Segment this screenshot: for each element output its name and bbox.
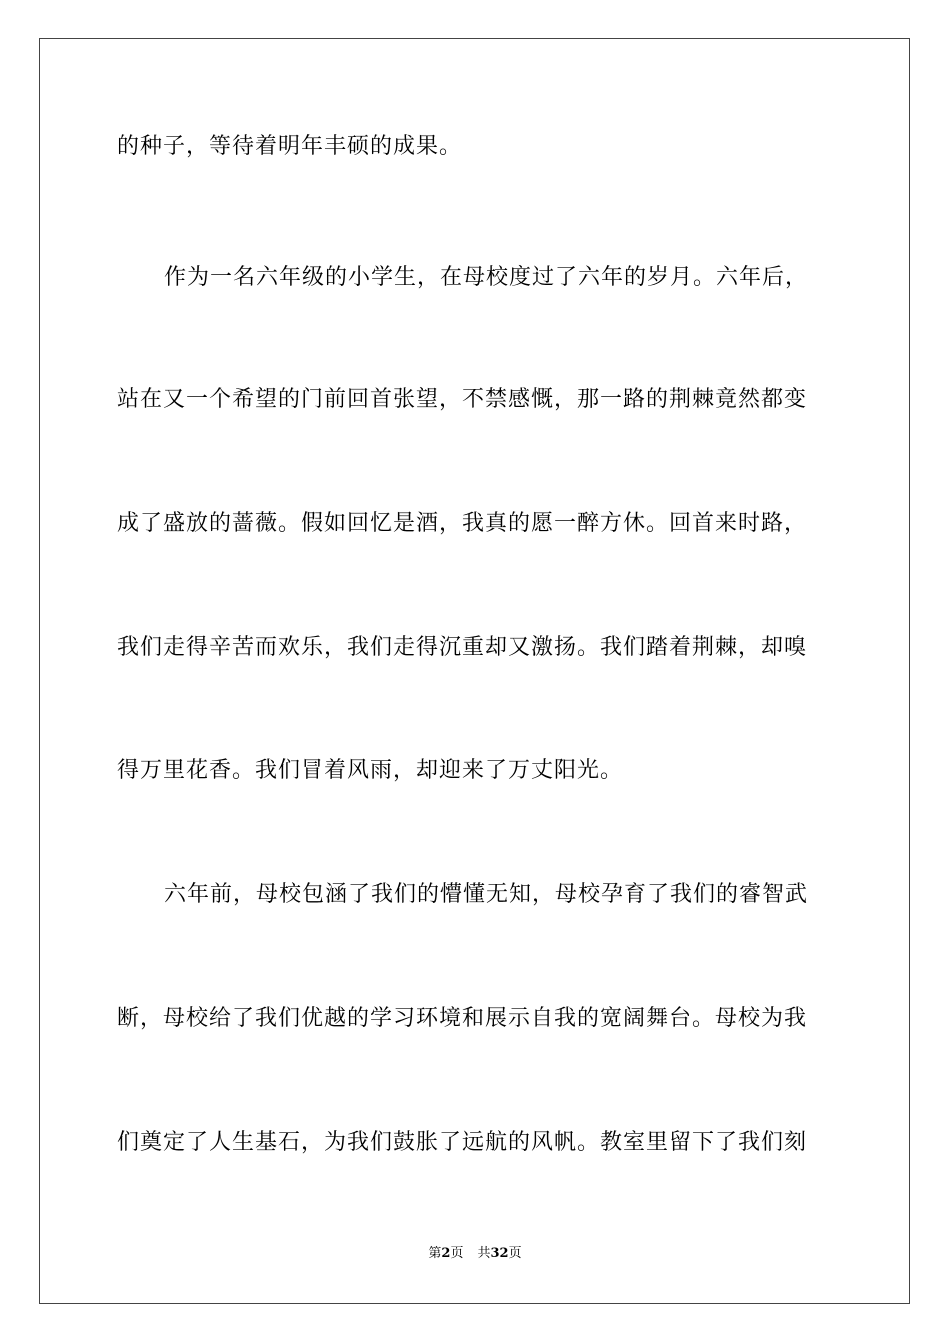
paragraph-first-line: 六年前，母校包涵了我们的懵懂无知，母校孕育了我们的睿智武 xyxy=(164,882,809,907)
text-line: 我们走得辛苦而欢乐，我们走得沉重却又激扬。我们踏着荆棘，却嗅 xyxy=(117,635,808,660)
footer-page-suffix: 页 xyxy=(450,1246,464,1261)
page-border xyxy=(39,38,910,1304)
text-line: 站在又一个希望的门前回首张望，不禁感慨，那一路的荆棘竟然都变 xyxy=(117,387,808,412)
footer-page-number: 2 xyxy=(441,1246,451,1261)
paragraph-first-line: 作为一名六年级的小学生，在母校度过了六年的岁月。六年后， xyxy=(164,265,809,290)
text-line: 得万里花香。我们冒着风雨，却迎来了万丈阳光。 xyxy=(117,758,624,783)
footer-total-pages: 32 xyxy=(490,1246,509,1261)
footer-total-prefix: 共 xyxy=(477,1246,491,1261)
text-line: 的种子，等待着明年丰硕的成果。 xyxy=(117,134,463,159)
page-footer xyxy=(0,1245,950,1263)
footer-total-suffix: 页 xyxy=(508,1246,522,1261)
text-line: 成了盛放的蔷薇。假如回忆是酒，我真的愿一醉方休。回首来时路， xyxy=(117,511,808,536)
text-line: 们奠定了人生基石，为我们鼓胀了远航的风帆。教室里留下了我们刻 xyxy=(117,1130,808,1155)
footer-page-prefix: 第 xyxy=(428,1246,442,1261)
text-line: 断，母校给了我们优越的学习环境和展示自我的宽阔舞台。母校为我 xyxy=(117,1006,808,1031)
